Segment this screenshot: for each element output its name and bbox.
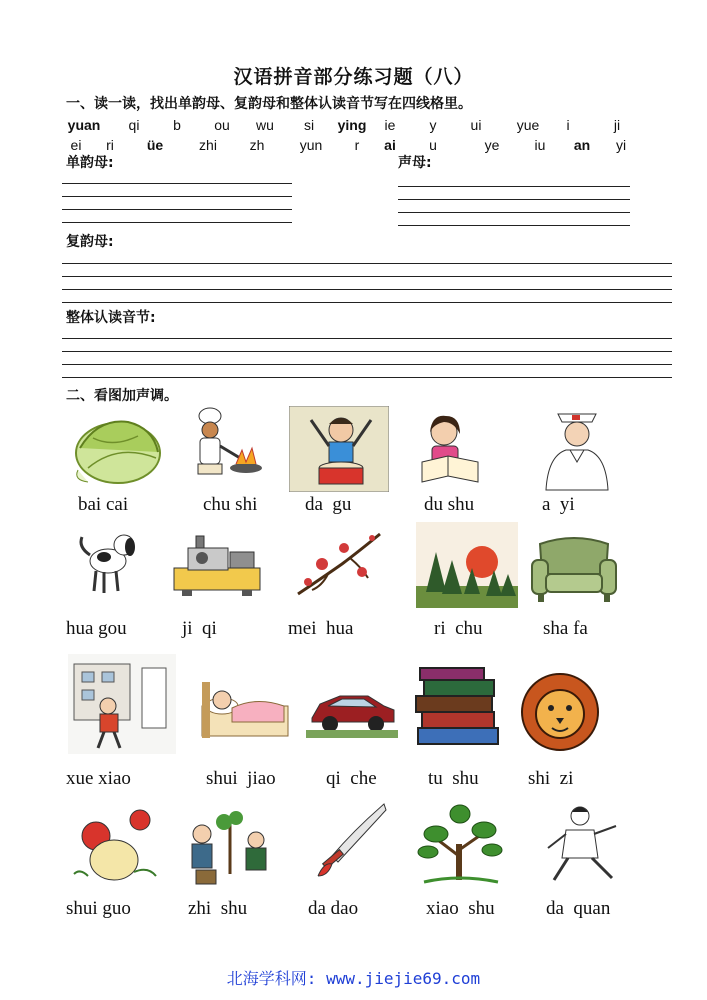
pinyin-caption: tu shu — [428, 768, 479, 789]
writing-line — [62, 183, 292, 184]
reading-girl-picture — [408, 410, 490, 490]
pinyin-caption: shui jiao — [206, 768, 276, 789]
pinyin-caption: hua gou — [66, 618, 127, 639]
drum-picture — [289, 406, 389, 492]
pinyin-caption: da dao — [308, 898, 359, 919]
pinyin-caption: qi che — [326, 768, 377, 789]
pinyin-syllable: ie — [384, 117, 396, 133]
tree-planting-picture — [176, 804, 280, 890]
pinyin-caption: da gu — [305, 494, 352, 515]
pinyin-syllable: ji — [613, 117, 621, 133]
pinyin-syllable: i — [566, 117, 570, 133]
pinyin-syllable: an — [573, 137, 591, 153]
label-whole-syllables: 整体认读音节: — [66, 310, 156, 326]
small-tree-picture — [414, 800, 508, 888]
footer-url: 北海学科网: www.jiejie69.com — [226, 969, 481, 988]
writing-line — [62, 302, 672, 303]
pinyin-syllable: ai — [384, 137, 396, 153]
pinyin-syllable: zhi — [199, 137, 217, 153]
sunrise-picture — [416, 522, 518, 608]
school-picture — [68, 654, 176, 754]
auntie-picture — [536, 404, 618, 492]
martial-arts-picture — [540, 800, 626, 888]
pinyin-caption: bai cai — [78, 494, 129, 515]
pinyin-syllable: iu — [534, 137, 546, 153]
fruit-picture — [68, 802, 164, 888]
section1-heading: 一、读一读，找出单韵母、复韵母和整体认读音节写在四线格里。 — [66, 96, 472, 112]
pinyin-syllable: wu — [256, 117, 274, 133]
pinyin-caption: sha fa — [543, 618, 588, 639]
writing-line — [62, 222, 292, 223]
pinyin-syllable: ying — [337, 117, 367, 133]
pinyin-syllable: y — [429, 117, 437, 133]
pinyin-caption: da quan — [546, 898, 611, 919]
label-compound-finals: 复韵母: — [66, 234, 114, 250]
machine-picture — [168, 528, 268, 598]
pinyin-caption: shui guo — [66, 898, 131, 919]
writing-line — [62, 338, 672, 339]
writing-line — [62, 364, 672, 365]
writing-line — [62, 377, 672, 378]
writing-line — [398, 225, 630, 226]
cabbage-picture — [68, 408, 163, 490]
pinyin-caption: a yi — [542, 494, 575, 515]
label-single-finals: 单韵母: — [66, 155, 114, 171]
writing-line — [62, 196, 292, 197]
writing-line — [398, 212, 630, 213]
pinyin-syllable: ye — [484, 137, 500, 153]
sleeping-picture — [196, 662, 294, 748]
pinyin-caption: chu shi — [203, 494, 258, 515]
pinyin-caption: mei hua — [288, 618, 354, 639]
label-initials: 声母: — [398, 155, 432, 171]
pinyin-syllable: ou — [214, 117, 230, 133]
sword-picture — [310, 800, 390, 886]
pinyin-caption: ri chu — [434, 618, 483, 639]
chef-picture — [172, 406, 272, 490]
pinyin-caption: du shu — [424, 494, 475, 515]
pinyin-syllable: qi — [128, 117, 140, 133]
pinyin-caption: xue xiao — [66, 768, 131, 789]
section2-heading: 二、看图加声调。 — [66, 388, 178, 404]
pinyin-syllable: üe — [146, 137, 164, 153]
pinyin-caption: zhi shu — [188, 898, 248, 919]
pinyin-syllable: yun — [299, 137, 323, 153]
car-picture — [306, 680, 398, 740]
writing-line — [62, 209, 292, 210]
pinyin-syllable: u — [429, 137, 437, 153]
writing-line — [62, 276, 672, 277]
pinyin-caption: xiao shu — [426, 898, 495, 919]
dog-picture — [72, 527, 144, 597]
pinyin-syllable: yue — [516, 117, 540, 133]
plum-blossom-picture — [292, 524, 384, 604]
pinyin-caption: ji qi — [182, 618, 217, 639]
pinyin-syllable: yi — [615, 137, 627, 153]
writing-line — [398, 199, 630, 200]
lion-picture — [512, 670, 608, 756]
pinyin-syllable: yuan — [67, 117, 101, 133]
pinyin-syllable: zh — [249, 137, 265, 153]
writing-line — [62, 289, 672, 290]
books-picture — [412, 664, 504, 752]
pinyin-caption: shi zi — [528, 768, 574, 789]
pinyin-syllable: ri — [106, 137, 114, 153]
pinyin-syllable: r — [354, 137, 360, 153]
pinyin-syllable: ei — [70, 137, 82, 153]
pinyin-syllable: b — [173, 117, 181, 133]
writing-line — [62, 351, 672, 352]
pinyin-syllable: ui — [470, 117, 482, 133]
sofa-picture — [528, 528, 620, 606]
page-title: 汉语拼音部分练习题（八） — [233, 66, 474, 88]
pinyin-syllable: si — [303, 117, 315, 133]
writing-line — [62, 263, 672, 264]
writing-line — [398, 186, 630, 187]
